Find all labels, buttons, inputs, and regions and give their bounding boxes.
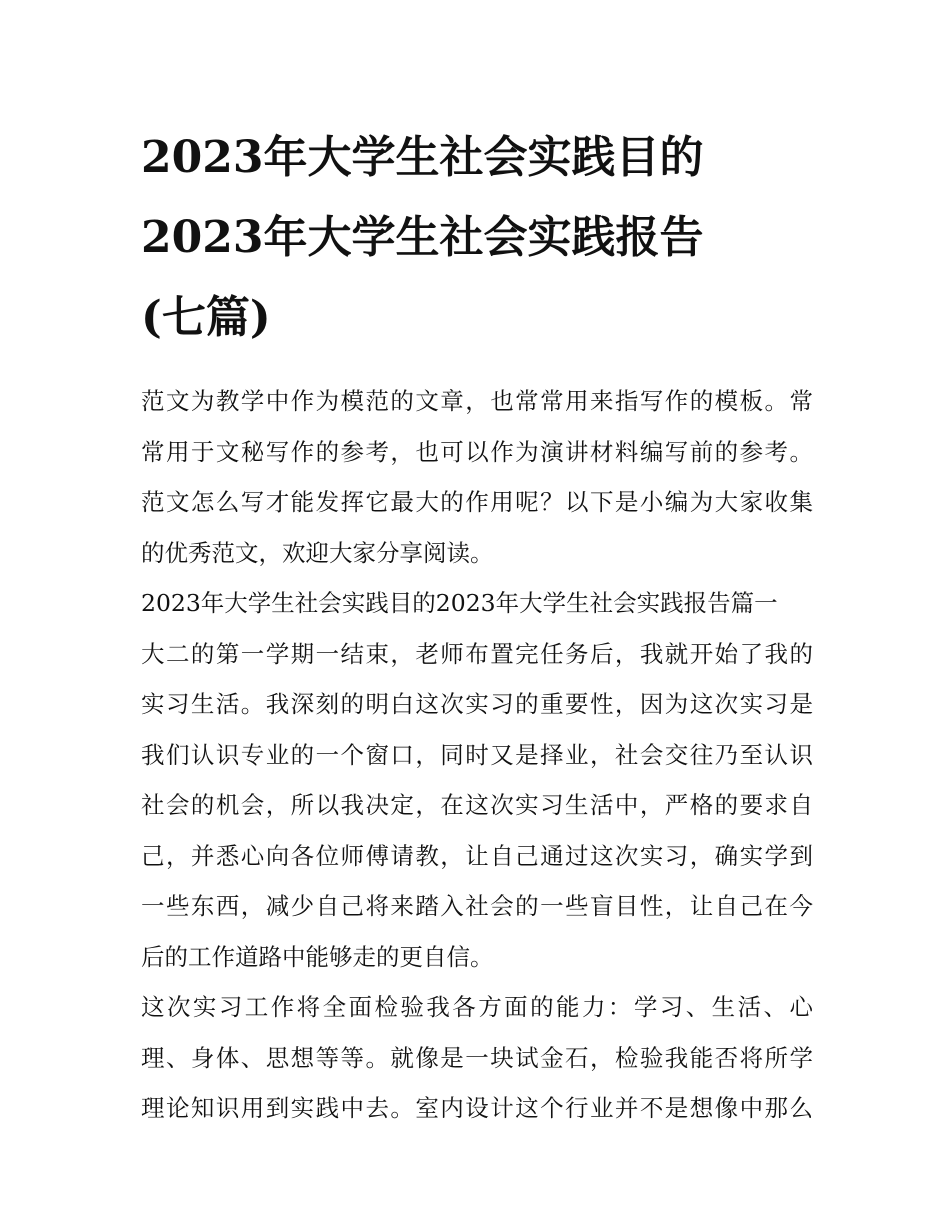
paragraph-1-line-3: 我们认识专业的一个窗口，同时又是择业，社会交往乃至认识 (141, 740, 813, 769)
paragraph-2-line-3: 理论知识用到实践中去。室内设计这个行业并不是想像中那么 (141, 1094, 813, 1122)
document-page (141, 118, 813, 1134)
paragraph-2 (141, 982, 813, 1134)
paragraph-1-line-4: 社会的机会，所以我决定，在这次实习生活中，严格的要求自 (141, 791, 813, 819)
document-title (141, 118, 813, 358)
section-heading (141, 578, 813, 629)
intro-paragraph (141, 376, 813, 578)
intro-line-1: 范文为教学中作为模范的文章，也常常用来指写作的模板。常 (141, 387, 813, 415)
title-line-2: 2023年大学生社会实践报告 (141, 212, 704, 263)
paragraph-2-line-2: 理、身体、思想等等。就像是一块试金石，检验我能否将所学 (141, 1043, 813, 1072)
paragraph-1 (141, 629, 813, 983)
intro-line-2: 常用于文秘写作的参考，也可以作为演讲材料编写前的参考。 (141, 437, 813, 466)
intro-line-4: 的优秀范文，欢迎大家分享阅读。 (141, 538, 494, 567)
paragraph-2-line-1: 这次实习工作将全面检验我各方面的能力：学习、生活、心 (141, 993, 813, 1021)
paragraph-1-line-5: 己，并悉心向各位师傅请教，让自己通过这次实习，确实学到 (141, 841, 813, 870)
title-line-1: 2023年大学生社会实践目的 (141, 132, 704, 183)
intro-line-3: 范文怎么写才能发挥它最大的作用呢？以下是小编为大家收集 (141, 488, 813, 516)
paragraph-1-line-1: 大二的第一学期一结束，老师布置完任务后，我就开始了我的 (141, 639, 813, 668)
section-heading-text: 2023年大学生社会实践目的2023年大学生社会实践报告篇一 (141, 589, 778, 617)
title-line-3: (七篇) (141, 292, 271, 343)
paragraph-1-line-7: 后的工作道路中能够走的更自信。 (141, 942, 494, 971)
paragraph-1-line-2: 实习生活。我深刻的明白这次实习的重要性，因为这次实习是 (141, 690, 813, 718)
paragraph-1-line-6: 一些东西，减少自己将来踏入社会的一些盲目性，让自己在今 (141, 892, 813, 920)
